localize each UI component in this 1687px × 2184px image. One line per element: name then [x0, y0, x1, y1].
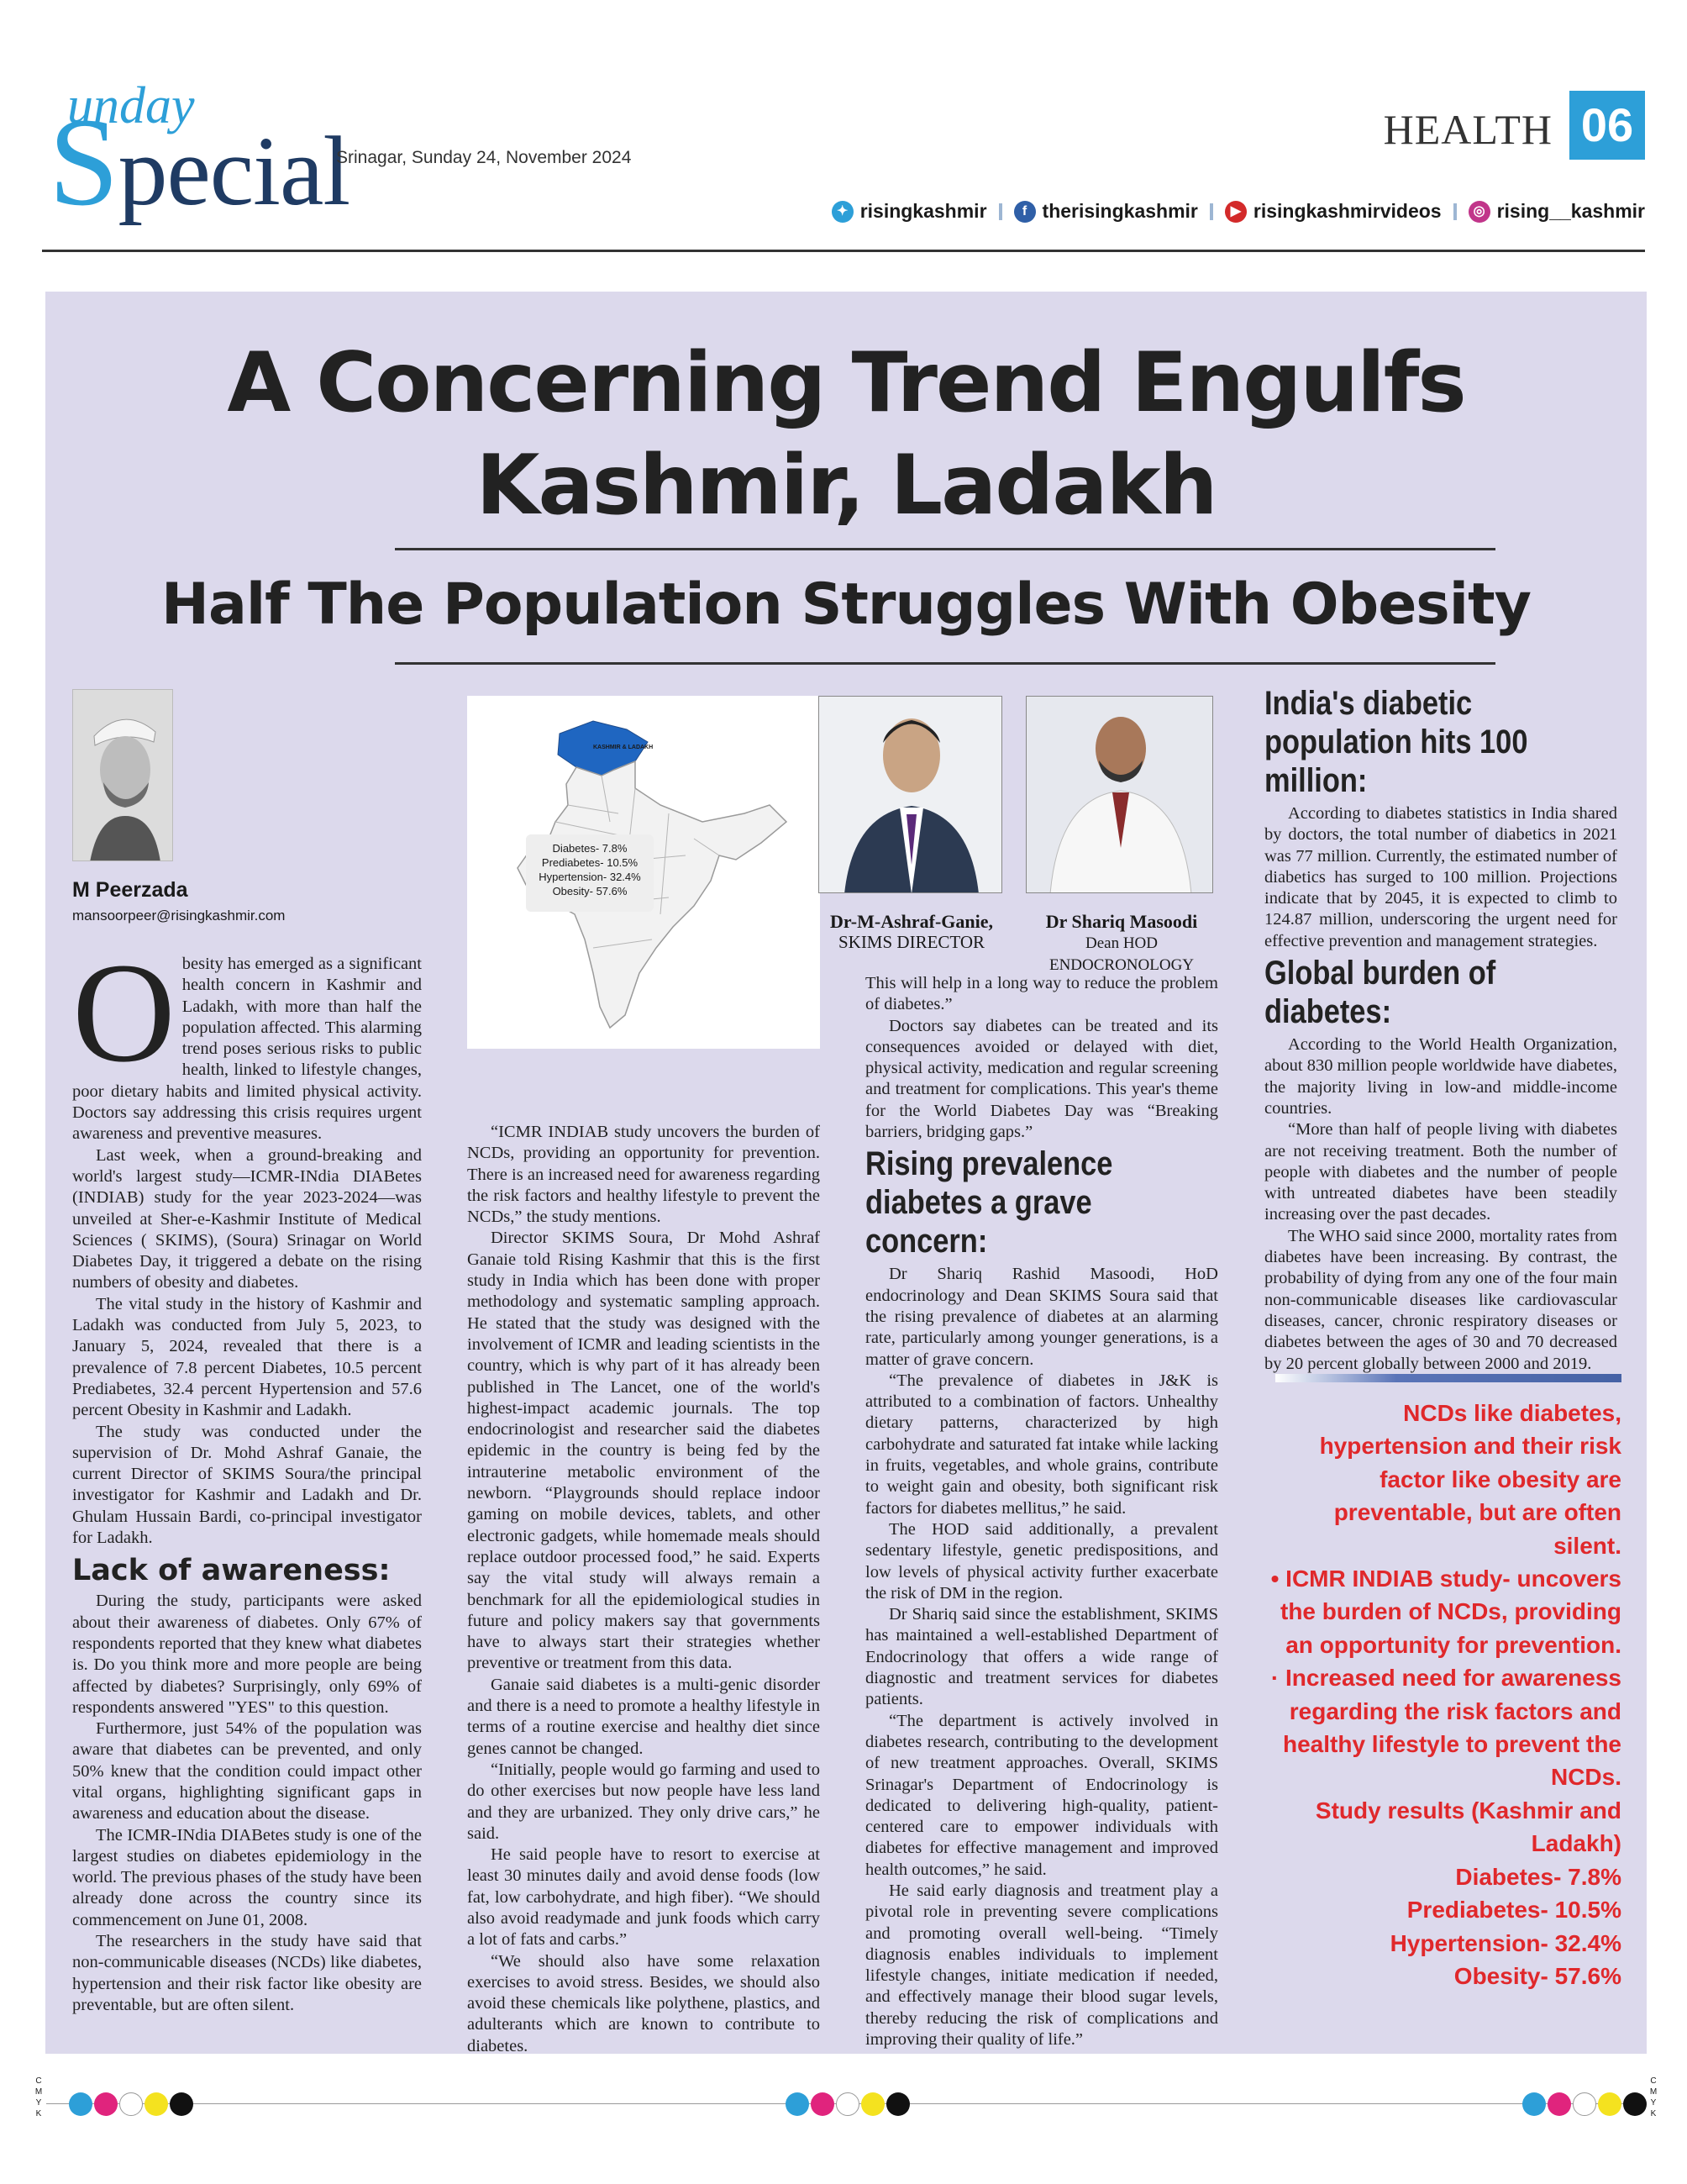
col4-p1: According to diabetes statistics in India shared by doctors, the total number of diabetics in 2021 was 77 million. Currently, the estimated number of diabetics has surged to 100 million. Projections indicate that by 2045, it is expected to climb to 124.87 million, underscoring the urgent need for effective prevention and management strategies. — [1264, 804, 1617, 950]
caption-2-title: Dean HOD ENDOCRONOLOGY — [1048, 934, 1195, 974]
author-email[interactable]: mansoorpeer@risingkashmir.com — [72, 908, 286, 924]
registration-marks-left — [69, 2092, 193, 2116]
col3-p4: The HOD said additionally, a prevalent sedentary lifestyle, genetic predispositions, and low levels of physical activity further exacerbate the risk of DM in the region. — [865, 1519, 1218, 1602]
subheadline: Half The Population Struggles With Obesity — [161, 571, 1531, 638]
col1-p3: The vital study in the history of Kashmir and Ladakh was conducted from July 5, 2023, to January 5, 2024, revealed that there is a prevalence of 7.8 percent Diabetes, 10.5 percent Prediabetes, 32.4 percent Hypertension and 57.6 percent Obesity in Kashmir and Ladakh. — [72, 1294, 422, 1420]
page-number: 06 — [1569, 91, 1645, 160]
black-dot-icon — [886, 2092, 910, 2116]
twitter-icon: ✦ — [832, 201, 854, 223]
black-dot-icon — [170, 2092, 193, 2116]
callout-stat: Diabetes- 7.8% — [1455, 1863, 1621, 1890]
dateline: Srinagar, Sunday 24, November 2024 — [336, 148, 632, 167]
magenta-dot-icon — [94, 2092, 118, 2116]
callout-text: • ICMR INDIAB study- uncovers the burden of NCDs, providing an opportunity for prevention. — [1270, 1566, 1621, 1658]
heading-rising-prevalence: Rising prevalence diabetes a grave concern: — [865, 1145, 1113, 1260]
registration-marks-right — [1522, 2092, 1647, 2116]
masthead-special — [49, 92, 350, 232]
callout-text: NCDs like diabetes, hypertension and their risk factor like obesity are preventable, but are often silent. — [1319, 1400, 1621, 1559]
magenta-dot-icon — [1548, 2092, 1571, 2116]
cmyk-letter: Y — [35, 2098, 42, 2108]
callout-stat: Hypertension- 32.4% — [1390, 1929, 1621, 1956]
map-stat: Obesity- 57.6% — [552, 885, 628, 897]
portrait-icon — [819, 697, 1002, 893]
headline-line-2: Kashmir, Ladakh — [476, 438, 1217, 534]
col1-p5: During the study, participants were asked about their awareness of diabetes. Only 67% of respondents reported that they knew what diabetes is. Do you think more and more people are being affected by diabetes? Surprisingly, only 69% of respondents answered "YES" to this question. — [72, 1592, 422, 1717]
magenta-dot-icon — [811, 2092, 834, 2116]
cmyk-letter: C — [35, 2076, 42, 2086]
col2-p5: He said people have to resort to exercise at least 30 minutes daily and avoid dense foods (low fat, low carbohydrate, and high fiber). “We should also avoid readymade and junk foods which carry a lot of fats and carbs.” — [467, 1845, 820, 1950]
cyan-dot-icon — [69, 2092, 92, 2116]
black-dot-icon — [1623, 2092, 1647, 2116]
col2-p4: “Initially, people would go farming and used to do other exercises but now people have less land and they are urbanized. They only drive cars,” he said. — [467, 1760, 820, 1843]
portrait-icon — [1027, 697, 1213, 893]
col1-p1: besity has emerged as a significant health concern in Kashmir and Ladakh, with more than half the population affected. This alarming trend poses serious risks to public health, linked to lifestyle changes, poor dietary habits and limited physical activity. Doctors say addressing this crisis requires urgent awareness and preventive measures. — [72, 955, 422, 1144]
separator — [1453, 203, 1457, 220]
masthead-special-text: pecial — [118, 116, 350, 226]
photo-dr-ashraf-ganie — [818, 696, 1002, 893]
col3-p0: This will help in a long way to reduce the problem of diabetes.” — [865, 974, 1218, 1014]
col1-p4: The study was conducted under the supervision of Dr. Mohd Ashraf Ganaie, the current Director of SKIMS Soura/the principal investigator for Kashmir and Ladakh and Dr. Ghulam Hussain Bardi, co-principal investigator for Ladakh. — [72, 1422, 422, 1548]
social-facebook[interactable] — [1014, 200, 1198, 223]
headline-line-1: A Concerning Trend Engulfs — [227, 335, 1465, 431]
map-stat: Diabetes- 7.8% — [552, 842, 628, 855]
callout-text: · Increased need for awareness regarding the risk factors and healthy lifestyle to prevent the NCDs. — [1270, 1665, 1621, 1791]
callout-rule — [1275, 1374, 1621, 1382]
col3-p3: “The prevalence of diabetes in J&K is attributed to a combination of factors. Unhealthy dietary patterns, characterized by high carbohydrate and saturated fat intake while lacking in fruits, vegetables, and whole grains, contribute to weight gain and obesity, both significant risk factors for diabetes mellitus,” he said. — [865, 1371, 1218, 1518]
col2-p1: “ICMR INDIAB study uncovers the burden of NCDs, providing an opportunity for prevention. There is an increased need for awareness regarding the risk factors and healthy lifestyle to prevent the NCDs,” the study mentions. — [467, 1123, 820, 1227]
masthead-s-letter: S — [49, 92, 118, 232]
yellow-dot-icon — [861, 2092, 885, 2116]
crosshair-icon — [119, 2092, 143, 2116]
col3-p2: Dr Shariq Rashid Masoodi, HoD endocrinology and Dean SKIMS Soura said that the rising prevalence of diabetes at an alarming rate, particularly among younger generations, is a matter of grave concern. — [865, 1265, 1218, 1369]
col1-p6: Furthermore, just 54% of the population was aware that diabetes can be prevented, and only 50% knew that the condition could impact other vital organs, highlighting significant gaps in awareness and education about the disease. — [72, 1719, 422, 1824]
cmyk-letter: M — [34, 2087, 43, 2097]
map-region-label: KASHMIR & LADAKH — [593, 745, 654, 750]
social-youtube[interactable] — [1225, 200, 1442, 223]
heading-lack-of-awareness: Lack of awareness: — [72, 1554, 391, 1588]
col3-p7: He said early diagnosis and treatment play a pivotal role in preventing severe complications and promoting overall well-being. “Timely diagnosis enables individuals to implement lifestyle changes, initiate medication if needed, and effectively manage their blood sugar levels, thereby reducing the risk of complications and improving their quality of life.” — [865, 1881, 1218, 2050]
map-stat: Hypertension- 32.4% — [539, 871, 641, 883]
cmyk-letter: K — [35, 2109, 42, 2118]
col3-p5: Dr Shariq said since the establishment, SKIMS has maintained a well-established Department of Endocrinology that offers a wide range of diagnostic and treatment services for diabetes patients. — [865, 1605, 1218, 1709]
masthead-sunday: unday — [67, 77, 195, 134]
author-photo — [72, 689, 173, 861]
youtube-handle: risingkashmirvideos — [1253, 200, 1442, 222]
yellow-dot-icon — [145, 2092, 168, 2116]
column-1 — [72, 934, 422, 2016]
instagram-icon: ◎ — [1469, 201, 1490, 223]
cmyk-label-left — [34, 2076, 44, 2119]
subhead-rule — [395, 662, 1495, 665]
cyan-dot-icon — [1522, 2092, 1546, 2116]
caption-2-name: Dr Shariq Masoodi — [1045, 911, 1198, 932]
caption-1-name: Dr-M-Ashraf-Ganie, — [829, 911, 994, 932]
col4-p3: “More than half of people living with diabetes are not receiving treatment. Both the number of people with diabetes and the number of people with untreated diabetes have been steadily increasing over the past decades. — [1264, 1120, 1617, 1224]
cmyk-letter: K — [1650, 2109, 1657, 2118]
col1-p7: The ICMR-INdia DIABetes study is one of the largest studies on diabetes epidemiology in the world. The previous phases of the study have been already done across the country since its commencement on June 01, 2008. — [72, 1825, 422, 1929]
caption-1-title: SKIMS DIRECTOR — [838, 932, 985, 952]
header-rule — [42, 250, 1645, 252]
caption-photo-1 — [815, 912, 1008, 952]
instagram-handle: rising__kashmir — [1496, 200, 1645, 222]
crosshair-icon — [836, 2092, 859, 2116]
cmyk-letter: M — [1649, 2087, 1658, 2097]
registration-marks-center — [786, 2092, 910, 2116]
author-portrait-icon — [73, 690, 173, 861]
heading-global-burden: Global burden of diabetes: — [1264, 955, 1496, 1031]
callout-stat: Prediabetes- 10.5% — [1406, 1897, 1621, 1923]
headline-rule — [395, 548, 1495, 550]
col2-p3: Ganaie said diabetes is a multi-genic disorder and there is a need to promote a healthy lifestyle in terms of a routine exercise and healthy diet since genes cannot be changed. — [467, 1675, 820, 1758]
cmyk-label-right — [1648, 2076, 1658, 2119]
col3-p6: “The department is actively involved in diabetes research, contributing to the development of new treatment approaches. Overall, SKIMS Srinagar's Department of Endocrinology is dedicated to delivering high-quality, patient-centered care to empower individuals with diabetes for effective management and improved health outcomes,” he said. — [865, 1711, 1218, 1879]
facebook-icon: f — [1014, 201, 1036, 223]
col2-p6: “We should also have some relaxation exercises to avoid stress. Besides, we should also avoid these chemicals like polythene, plastics, and adulterants which are known to contribute to diabetes. — [467, 1951, 820, 2055]
col4-p2: According to the World Health Organization, about 830 million people worldwide have diabetes, the majority living in low-and middle-income countries. — [1264, 1035, 1617, 1118]
crosshair-icon — [1573, 2092, 1596, 2116]
social-instagram[interactable] — [1469, 200, 1645, 223]
map-stat: Prediabetes- 10.5% — [541, 856, 639, 869]
caption-photo-2 — [1021, 912, 1222, 976]
yellow-dot-icon — [1598, 2092, 1621, 2116]
facebook-handle: therisingkashmir — [1042, 200, 1198, 222]
drop-cap: O — [72, 934, 176, 1092]
col1-p2: Last week, when a ground-breaking and world's largest study—ICMR-INdia DIABetes (INDIAB) study for the year 2023-2024—was unveiled at Sher-e-Kashmir Institute of Medical Sciences ( SKIMS), (Soura) Srinagar on World Diabetes Day, it triggered a debate on the rising numbers of obesity and diabetes. — [72, 1145, 422, 1292]
col4-p4: The WHO said since 2000, mortality rates from diabetes have been increasing. By contrast, the probability of dying from any one of the four main non-communicable diseases like cardiovascular diseases, cancer, chronic respiratory diseases or diabetes between the ages of 30 and 70 decreased by 20 percent globally between 2000 and 2019. — [1264, 1226, 1617, 1373]
column-4 — [1264, 682, 1617, 1375]
india-map-graphic — [467, 696, 820, 1049]
youtube-icon: ▶ — [1225, 201, 1247, 223]
social-bar — [832, 200, 1645, 223]
cmyk-letter: Y — [1650, 2098, 1657, 2108]
col1-p8: The researchers in the study have said that non-communicable diseases (NCDs) like diabetes, hypertension and their risk factor like obesity are preventable, but are often silent. — [72, 1932, 422, 2014]
heading-india-diabetic-population: India's diabetic population hits 100 million: — [1264, 685, 1528, 799]
section-title: HEALTH — [1383, 106, 1553, 153]
twitter-handle: risingkashmir — [859, 200, 987, 222]
cmyk-letter: C — [1650, 2076, 1657, 2086]
callout-box — [1260, 1397, 1621, 1992]
cyan-dot-icon — [786, 2092, 809, 2116]
col3-p1: Doctors say diabetes can be treated and its consequences avoided or delayed with diet, physical activity, medication and regular screening and treatment for complications. This year's theme for the World Diabetes Day was “Breaking barriers, bridging gaps.” — [865, 1016, 1218, 1142]
photo-dr-shariq-masoodi — [1026, 696, 1213, 893]
separator — [1210, 203, 1213, 220]
author-name: M Peerzada — [72, 878, 188, 902]
callout-stat: Obesity- 57.6% — [1453, 1962, 1621, 1989]
social-twitter[interactable] — [832, 200, 987, 223]
column-2 — [467, 1122, 820, 2057]
column-3 — [865, 973, 1218, 2050]
col2-p2: Director SKIMS Soura, Dr Mohd Ashraf Ganaie told Rising Kashmir that this is the first study in India which has been done with proper methodology and systematic sampling approach. He stated that the study was designed with the involvement of ICMR and leading scientists in the country, which is why part of it has already been published in The Lancet, one of the world's highest-impact academic journals. The top endocrinologist and researcher said the diabetes epidemic in the country is being fed by the intrauterine metabolic environment of the newborn. “Playgrounds should replace indoor gaming on mobile devices, tablets, and other electronic gadgets, while homemade meals should replace outdoor processed food,” he said. Experts say the vital study will always remain a benchmark for all the epidemiological studies in future and policy makers say that governments have to always start their strategies whether preventive or treatment from this data. — [467, 1229, 820, 1673]
callout-text: Study results (Kashmir and Ladakh) — [1315, 1797, 1621, 1857]
map-stats-box — [526, 834, 654, 912]
headline — [45, 332, 1647, 537]
separator — [999, 203, 1002, 220]
